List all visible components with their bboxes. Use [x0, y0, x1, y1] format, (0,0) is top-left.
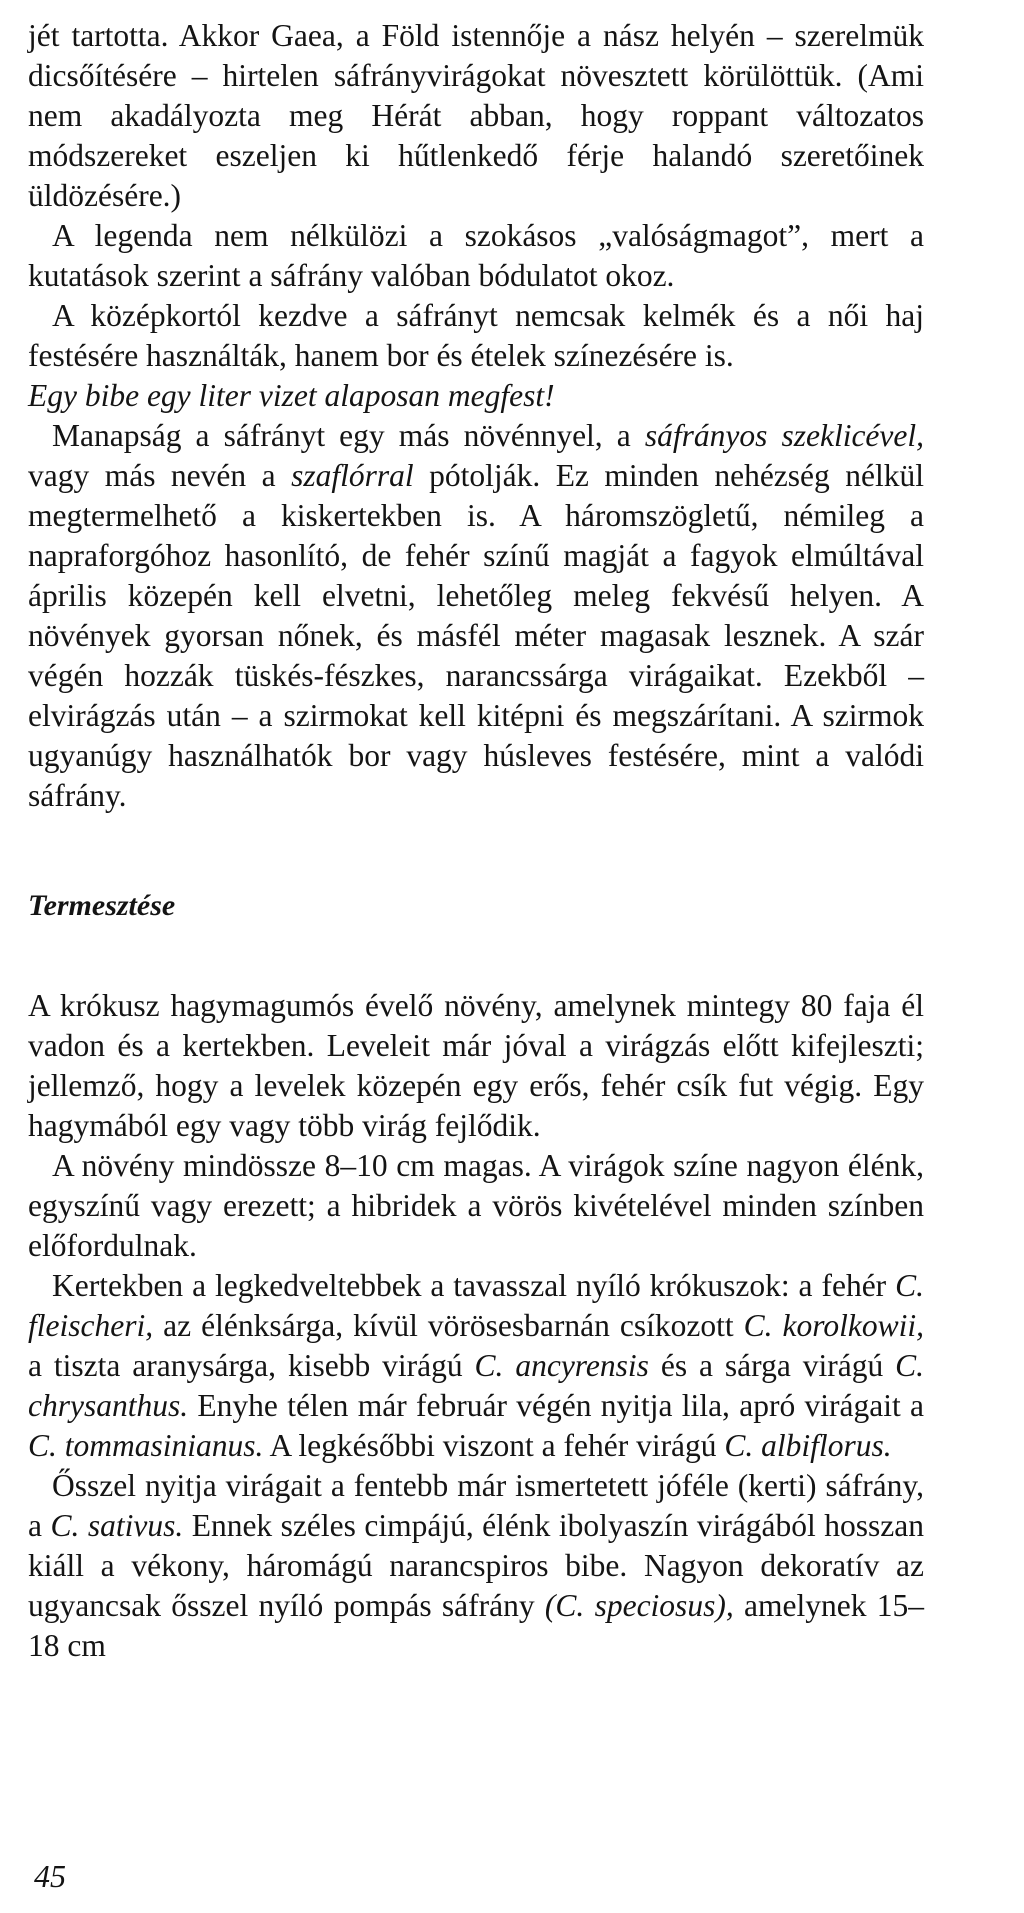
text-segment: A krókusz hagymagumós évelő növény, amelynek mintegy 80 faja él vadon és a kertekben. Leveleit már jóval a virágzás előtt kifejleszti; jellemző, hogy a levelek közepén egy erős, fehér csík fut végig. Egy hagymából egy vagy több virág fejlődik.	[28, 988, 924, 1143]
text-segment-italic: C. korolkowii,	[743, 1308, 924, 1343]
paragraph	[28, 296, 924, 376]
text-segment: Manapság a sáfrányt egy más növénnyel, a	[52, 418, 645, 453]
paragraph	[28, 1146, 924, 1266]
text-segment: vagy más nevén a	[28, 458, 292, 493]
text-segment: az élénksárga, kívül vörösesbarnán csíkozott	[153, 1308, 744, 1343]
paragraph-italic-emphasis	[28, 376, 924, 416]
text-segment: Ennek széles cimpájú, élénk ibolyaszín virágából hosszan kiáll a vékony, háromágú narancspiros bibe. Nagyon dekoratív az ugyancsak ősszel nyíló pompás sáfrány	[28, 1508, 925, 1623]
text-segment-italic: C. fleischeri,	[28, 1268, 924, 1343]
text-segment-italic: C. ancyrensis	[474, 1348, 649, 1383]
paragraph	[28, 1266, 924, 1466]
text-segment: jét tartotta. Akkor Gaea, a Föld istennője a nász helyén – szerelmük dicsőítésére – hirtelen sáfrányvirágokat növesztett körülöttük. (Ami nem akadályozta meg Hérát abban, hogy roppant változatos módszereket eszeljen ki hűtlenkedő férje halandó szeretőinek üldözésére.)	[28, 18, 924, 213]
text-segment: Kertekben a legkedveltebbek a tavasszal nyíló krókuszok: a fehér	[52, 1268, 896, 1303]
paragraph	[28, 416, 924, 816]
text-segment: Enyhe télen már február végén nyitja lila, apró virágait a	[188, 1388, 924, 1423]
text-segment: A legenda nem nélkülözi a szokásos „valóságmagot”, mert a kutatások szerint a sáfrány valóban bódulatot okoz.	[28, 218, 924, 293]
text-segment: pótolják. Ez minden nehézség nélkül megtermelhető a kiskertekben is. A háromszögletű, némileg a napraforgóhoz hasonlító, de fehér színű magját a fagyok elmúltával április közepén kell elvetni, lehetőleg meleg fekvésű helyen. A növények gyorsan nőnek, és másfél méter magasak lesznek. A szár végén hozzák tüskés-fészkes, narancssárga virágaikat. Ezekből – elvirágzás után – a szirmokat kell kitépni és megszárítani. A szirmok ugyanúgy használhatók bor vagy húsleves festésére, mint a valódi sáfrány.	[28, 458, 924, 813]
text-segment: és a sárga virágú	[648, 1348, 896, 1383]
text-segment-italic: (C. speciosus),	[544, 1588, 734, 1623]
paragraph	[28, 16, 924, 216]
text-segment-italic: sáfrányos szeklicével,	[644, 418, 924, 453]
paragraph	[28, 1466, 924, 1666]
text-segment-italic: szaflórral	[291, 458, 414, 493]
page-body	[28, 16, 924, 1666]
paragraph	[28, 216, 924, 296]
text-segment-italic: C. chrysanthus.	[28, 1348, 925, 1423]
text-segment: amelynek 15–18 cm	[28, 1588, 925, 1663]
section-heading: Termesztése	[28, 889, 176, 922]
text-segment: a tiszta aranysárga, kisebb virágú	[28, 1348, 475, 1383]
paragraph	[28, 986, 924, 1146]
text-segment: A növény mindössze 8–10 cm magas. A virágok színe nagyon élénk, egyszínű vagy erezett; a hibridek a vörös kivételével minden színben előfordulnak.	[28, 1148, 924, 1263]
text-segment: A legkésőbbi viszont a fehér virágú	[263, 1428, 725, 1463]
text-segment: Ősszel nyitja virágait a fentebb már ismertetett jóféle (kerti) sáfrány, a	[28, 1468, 924, 1543]
text-segment-italic: C. albiflorus.	[724, 1428, 892, 1463]
text-segment-italic: Egy bibe egy liter vizet alaposan megfest!	[28, 378, 555, 413]
text-segment-italic: C. sativus.	[50, 1508, 184, 1543]
text-segment: A középkortól kezdve a sáfrányt nemcsak kelmék és a női haj festésére használták, hanem bor és ételek színezésére is.	[28, 298, 924, 373]
text-segment-italic: C. tommasinianus.	[28, 1428, 264, 1463]
page-number: 45	[34, 1858, 66, 1894]
